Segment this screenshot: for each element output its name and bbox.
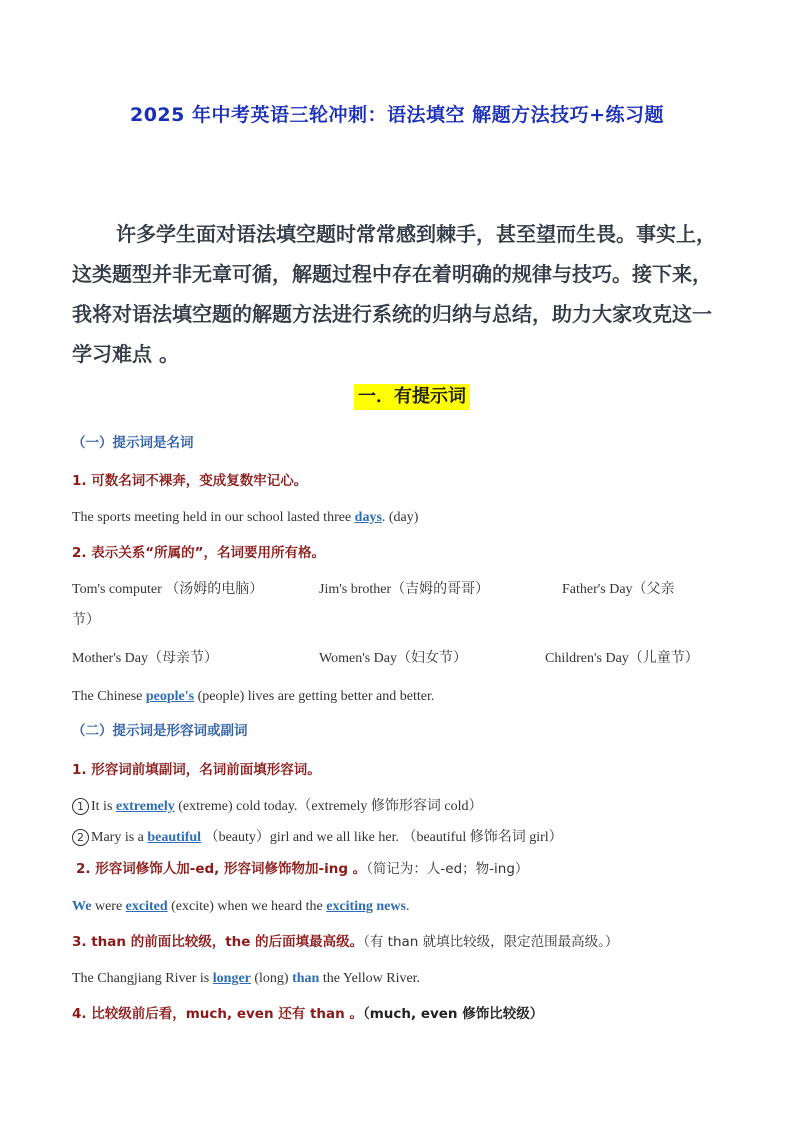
possessive-example: Father's Day（父亲 <box>562 582 675 597</box>
answer-blank: beautiful <box>147 830 202 845</box>
answer-blank: excited <box>125 899 168 914</box>
example-plural <box>72 508 418 528</box>
example-possessive <box>72 687 434 707</box>
example-text: It is <box>91 799 116 814</box>
possessive-example: Women's Day（妇女节） <box>319 651 467 666</box>
example-text: the Yellow River. <box>319 971 421 986</box>
possessive-example: Tom's computer （汤姆的电脑） <box>72 582 264 597</box>
rule-much-even <box>72 1004 543 1024</box>
possessive-example: Mother's Day（母亲节） <box>72 651 219 666</box>
rule-note: （much, even 修饰比较级） <box>362 1006 544 1022</box>
example-adjective <box>72 828 563 848</box>
subject-word: We <box>72 899 92 914</box>
example-text: were <box>91 899 126 914</box>
example-comparative <box>72 969 420 989</box>
section-heading-hint-words: 一．有提示词 <box>354 384 470 410</box>
answer-blank: longer <box>212 971 251 986</box>
example-text: Mary is a <box>91 830 148 845</box>
example-text: The Changjiang River is <box>72 971 213 986</box>
circled-number: 2 <box>72 829 89 846</box>
highlighted-than: than <box>292 971 320 986</box>
example-text: （beauty）girl and we all like her. （beautiful 修饰名词 girl） <box>201 830 563 845</box>
rule-text: 3. than 的前面比较级，the 的后面填最高级。 <box>72 934 364 950</box>
possessive-example-wrap: 节） <box>72 613 100 628</box>
example-text: . (day) <box>381 510 419 525</box>
example-text: . <box>405 899 410 914</box>
document-title: 2025 年中考英语三轮冲刺：语法填空 解题方法技巧+练习题 <box>129 104 665 126</box>
rule-text: 2. 形容词修饰人加-ed, 形容词修饰物加-ing 。 <box>76 861 367 877</box>
rule-note: （有 than 就填比较级，限定范围最高级。） <box>363 934 619 950</box>
answer-blank: people's <box>145 689 195 704</box>
rule-text: 4. 比较级前后看，much, even 还有 than 。 <box>72 1006 363 1022</box>
answer-blank: extremely <box>115 799 175 814</box>
rule-comparative-superlative <box>72 932 618 952</box>
rule-possessive: 2. 表示关系“所属的”，名词要用所有格。 <box>72 545 325 561</box>
answer-blank: days <box>354 510 382 525</box>
example-text: (long) <box>250 971 293 986</box>
possessive-example: Children's Day（儿童节） <box>545 651 699 666</box>
example-ed-ing <box>72 897 409 917</box>
example-text: The Chinese <box>72 689 146 704</box>
example-text: (people) lives are getting better and better. <box>194 689 435 704</box>
highlighted-noun: news <box>376 899 406 914</box>
possessive-example: Jim's brother（吉姆的哥哥） <box>319 582 490 597</box>
intro-paragraph <box>72 214 722 374</box>
rule-plural-nouns: 1. 可数名词不裸奔，变成复数牢记心。 <box>72 473 308 489</box>
rule-adverb-adjective: 1. 形容词前填副词，名词前面填形容词。 <box>72 762 321 778</box>
circled-number: 1 <box>72 798 89 815</box>
part2-heading: （二）提示词是形容词或副词 <box>72 723 248 739</box>
example-text: (excite) when we heard the <box>167 899 327 914</box>
answer-blank: exciting <box>326 899 373 914</box>
part1-heading: （一）提示词是名词 <box>72 435 194 451</box>
example-adverb <box>72 797 483 817</box>
rule-ed-ing <box>76 859 528 879</box>
example-text: The sports meeting held in our school lasted three <box>72 510 355 525</box>
rule-note: （简记为：人-ed；物-ing） <box>366 861 529 877</box>
intro-text: 许多学生面对语法填空题时常常感到棘手，甚至望而生畏。事实上，这类题型并非无章可循，解题过程中存在着明确的规律与技巧。接下来，我将对语法填空题的解题方法进行系统的归纳与总结，助力大家攻克这一学习难点 。 <box>72 222 716 366</box>
example-text: (extreme) cold today.（extremely 修饰形容词 cold） <box>174 799 483 814</box>
